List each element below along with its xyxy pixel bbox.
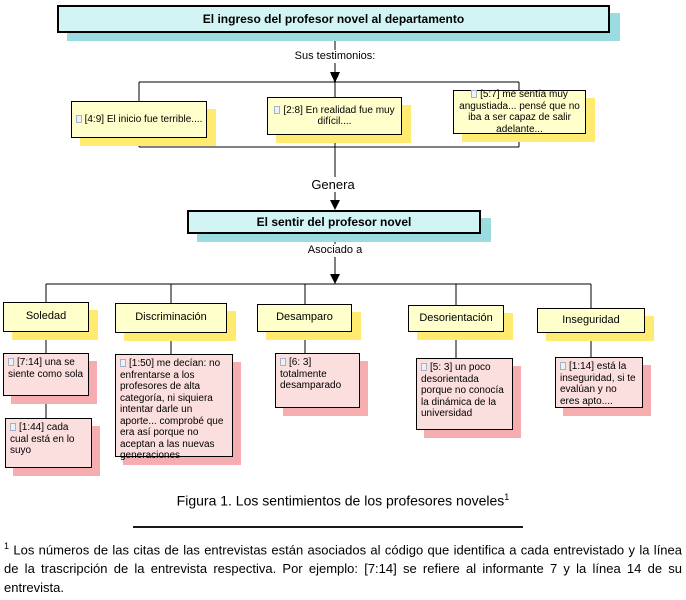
quote-text: [5: 3] un poco desorientada porque no conocía la dinámica de la universidad bbox=[421, 362, 504, 419]
quote-marker-icon bbox=[10, 423, 16, 431]
category-label: Discriminación bbox=[135, 311, 207, 324]
quote-marker-icon bbox=[560, 362, 566, 370]
figure-caption-text: Figura 1. Los sentimientos de los profesores noveles bbox=[176, 492, 505, 509]
footnote bbox=[4, 537, 682, 597]
quote-marker-icon bbox=[280, 358, 286, 366]
footnote-marker: 1 bbox=[4, 541, 10, 551]
testimonial-text-1: [4:9] El inicio fue terrible.... bbox=[76, 114, 203, 126]
root-concept-label: El ingreso del profesor novel al departamento bbox=[202, 11, 465, 26]
quote-node-6-3 bbox=[275, 353, 360, 408]
quote-text: [1:14] está la inseguridad, si te evalúan y no eres apto.... bbox=[560, 361, 636, 407]
quote-node-5-3 bbox=[416, 358, 513, 430]
footnote-text: Los números de las citas de las entrevistas están asociados al código que identifica a cada entrevistado y la línea de la trascripción de la entrevista respectiva. Por ejemplo: [7:14] se refiere al informante 7 y la línea 14 de su entrevista. bbox=[4, 542, 682, 596]
testimonial-node-2 bbox=[267, 97, 402, 135]
quote-node-1-14 bbox=[555, 357, 643, 408]
testimonial-node-1 bbox=[71, 101, 207, 138]
quote-text: [1:44] cada cual está en lo suyo bbox=[10, 422, 75, 456]
sentir-concept-label: El sentir del profesor novel bbox=[256, 214, 412, 229]
quote-text: [6: 3] totalmente desamparado bbox=[280, 357, 342, 391]
sentir-concept-node bbox=[187, 210, 481, 234]
quote-text: [1:50] me decían: no enfrentarse a los profesores de alta categoría, ni siquiera intentar darle un aporte... comprobé que era así porque no aceptan a las nuevas generaciones bbox=[120, 358, 224, 461]
edge-label-genera: Genera bbox=[308, 177, 357, 192]
quote-text: [7:14] una se siente como sola bbox=[8, 357, 84, 380]
edge-label-asociado-a: Asociado a bbox=[305, 244, 365, 257]
testimonial-text-3: [5:7] me sentía muy angustiada... pensé que no iba a ser capaz de salir adelante... bbox=[459, 89, 580, 135]
category-node-desorientacion bbox=[408, 305, 504, 332]
quote-node-1-50 bbox=[115, 354, 233, 461]
quote-node-7-14 bbox=[3, 353, 89, 396]
root-concept-node bbox=[57, 5, 610, 33]
testimonial-node-3 bbox=[453, 90, 586, 134]
quote-marker-icon bbox=[8, 358, 14, 366]
category-node-discriminacion bbox=[115, 303, 227, 333]
caption-separator-line bbox=[133, 526, 523, 528]
category-label: Soledad bbox=[25, 310, 67, 323]
edge-label-sus-testimonios: Sus testimonios: bbox=[292, 50, 379, 63]
category-node-inseguridad bbox=[537, 308, 645, 333]
quote-marker-icon bbox=[471, 90, 477, 98]
category-label: Desamparo bbox=[276, 311, 333, 324]
category-node-desamparo bbox=[257, 304, 352, 332]
figure-caption bbox=[0, 492, 686, 509]
quote-marker-icon bbox=[76, 115, 82, 123]
quote-marker-icon bbox=[421, 363, 427, 371]
category-label: Inseguridad bbox=[562, 313, 620, 326]
category-node-soledad bbox=[3, 302, 89, 332]
footnote-reference: 1 bbox=[504, 492, 510, 502]
quote-marker-icon bbox=[120, 359, 126, 367]
quote-marker-icon bbox=[274, 106, 280, 114]
testimonial-text-2: [2:8] En realidad fue muy difícil.... bbox=[271, 105, 398, 128]
quote-node-1-44 bbox=[5, 418, 92, 468]
category-label: Desorientación bbox=[419, 311, 493, 324]
